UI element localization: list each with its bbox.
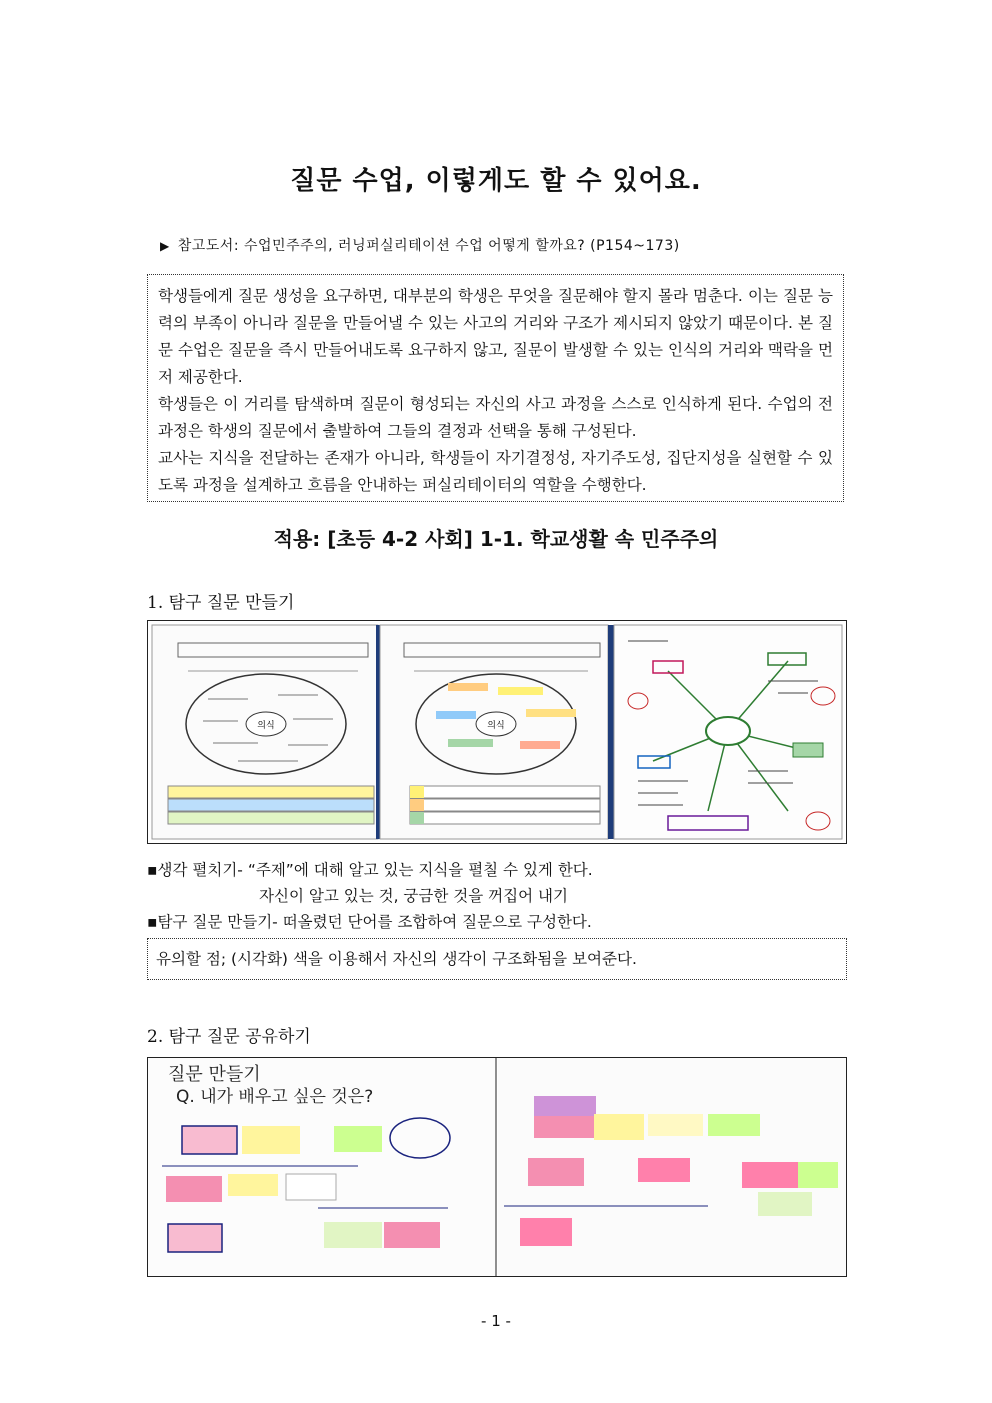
page-number: - 1 - bbox=[481, 1312, 511, 1330]
intro-paragraph-2: 학생들은 이 거리를 탐색하며 질문이 형성되는 자신의 사고 과정을 스스로 인식하게 된다. 수업의 전 과정은 학생의 질문에서 출발하여 그들의 결정과 선택을 통해 구성된다. bbox=[158, 395, 833, 440]
reference-text: 참고도서: 수업민주주의, 러닝퍼실리테이션 수업 어떻게 할까요? (P154~173) bbox=[177, 238, 680, 254]
worksheet1-center-label: 의식 bbox=[257, 721, 275, 731]
question-board-photos bbox=[147, 1057, 847, 1277]
intro-paragraph-1: 학생들에게 질문 생성을 요구하면, 대부분의 학생은 무엇을 질문해야 할지 몰라 멈춘다. 이는 질문 능력의 부족이 아니라 질문을 만들어낼 수 있는 사고의 거리와 구조가 제시되지 않았기 때문이다. 본 질문 수업은 질문을 즉시 만들어내도록 요구하지 않고, 질문이 발생할 수 있는 인식의 거리와 맥락을 먼저 제공한다. bbox=[158, 287, 833, 386]
bullet-think: ▪생각 펼치기- “주제”에 대해 알고 있는 지식을 펼칠 수 있게 한다. bbox=[147, 861, 593, 879]
section1-bullets bbox=[147, 857, 593, 935]
section2-heading: 2. 탐구 질문 공유하기 bbox=[147, 1027, 311, 1047]
bullet-think-detail: 자신이 알고 있는 것, 궁금한 것을 꺼집어 내기 bbox=[259, 887, 568, 905]
intro-paragraph-3: 교사는 지식을 전달하는 존재가 아니라, 학생들이 자기결정성, 자기주도성, 집단지성을 실현할 수 있도록 과정을 설계하고 흐름을 안내하는 퍼실리테이터의 역할을 수행한다. bbox=[158, 449, 833, 494]
note-box: 유의할 점; (시각화) 색을 이용해서 자신의 생각이 구조화됨을 보여준다. bbox=[147, 938, 847, 980]
page-title: 질문 수업, 이렇게도 할 수 있어요. bbox=[290, 166, 702, 196]
bullet-question: ▪탐구 질문 만들기- 떠올렸던 단어를 조합하여 질문으로 구성한다. bbox=[147, 913, 592, 931]
board-heading: 질문 만들기 bbox=[168, 1064, 261, 1085]
application-title: 적용: [초등 4-2 사회] 1-1. 학교생활 속 민주주의 bbox=[273, 527, 719, 551]
question-board-illustration bbox=[148, 1058, 846, 1276]
intro-box bbox=[147, 274, 844, 502]
worksheet2-center-label: 의식 bbox=[487, 721, 505, 731]
worksheet-photos-illustration bbox=[148, 621, 846, 843]
reference-line bbox=[160, 235, 680, 255]
triangle-icon: ▶ bbox=[160, 239, 170, 253]
worksheet-photos bbox=[147, 620, 847, 844]
section1-heading: 1. 탐구 질문 만들기 bbox=[147, 593, 295, 613]
board-question: Q. 내가 배우고 싶은 것은? bbox=[176, 1087, 374, 1107]
